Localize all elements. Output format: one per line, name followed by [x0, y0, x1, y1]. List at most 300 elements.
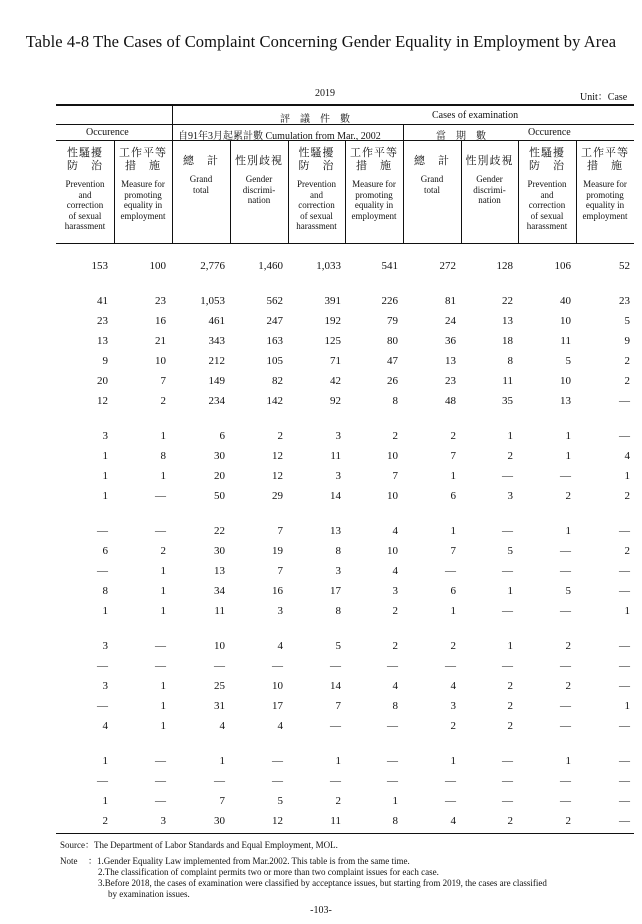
table-cell: 2: [624, 375, 630, 387]
table-cell: —: [97, 775, 108, 787]
note-label: Note: [60, 856, 78, 866]
table-cell: 149: [208, 375, 225, 387]
table-cell: 50: [214, 490, 225, 502]
table-cell: 153: [91, 260, 108, 272]
table-cell: 10: [214, 640, 225, 652]
table-cell: 16: [272, 585, 283, 597]
table-cell: 192: [324, 315, 341, 327]
table-cell: 1: [624, 470, 630, 482]
table-cell: 2: [450, 640, 456, 652]
table-cell: 125: [324, 335, 341, 347]
table-cell: 1,053: [200, 295, 225, 307]
table-cell: 11: [330, 815, 341, 827]
table-cell: 36: [445, 335, 456, 347]
table-cell: —: [560, 660, 571, 672]
column-header-8: [461, 147, 518, 206]
table-cell: 9: [624, 335, 630, 347]
column-header-2: [114, 147, 172, 221]
table-cell: 7: [277, 525, 283, 537]
table-cell: —: [155, 755, 166, 767]
table-cell: 23: [619, 295, 630, 307]
table-cell: 1: [160, 700, 166, 712]
table-cell: —: [155, 525, 166, 537]
table-cell: 34: [214, 585, 225, 597]
table-cell: 4: [624, 450, 630, 462]
table-cell: —: [272, 775, 283, 787]
table-cell: 71: [330, 355, 341, 367]
table-cell: 13: [97, 335, 108, 347]
column-header-zh: 性騷擾 防 治: [67, 147, 103, 172]
table-cell: —: [387, 720, 398, 732]
source-note: Source：The Department of Labor Standards and Equal Employment, MOL.: [60, 840, 338, 850]
current-header-zh: 當 期 數: [436, 131, 486, 142]
table-cell: —: [330, 775, 341, 787]
column-header-9: [518, 147, 576, 232]
table-cell: 26: [387, 375, 398, 387]
table-cell: 2: [102, 815, 108, 827]
table-cell: —: [619, 640, 630, 652]
table-cell: —: [272, 755, 283, 767]
table-cell: 1: [450, 470, 456, 482]
table-cell: 22: [502, 295, 513, 307]
table-cell: 4: [392, 565, 398, 577]
table-cell: 234: [208, 395, 225, 407]
table-cell: 247: [266, 315, 283, 327]
column-header-10: [576, 147, 634, 221]
table-cell: 18: [502, 335, 513, 347]
table-cell: —: [387, 660, 398, 672]
table-cell: 3: [277, 605, 283, 617]
table-cell: 12: [272, 470, 283, 482]
table-cell: 6: [450, 585, 456, 597]
table-cell: 2: [392, 430, 398, 442]
table-cell: 2: [565, 640, 571, 652]
table-cell: 391: [324, 295, 341, 307]
table-cell: —: [387, 775, 398, 787]
table-cell: —: [619, 565, 630, 577]
table-cell: 226: [381, 295, 398, 307]
table-cell: —: [502, 605, 513, 617]
table-cell: —: [445, 660, 456, 672]
table-cell: 4: [392, 525, 398, 537]
table-cell: —: [155, 490, 166, 502]
table-cell: 48: [445, 395, 456, 407]
note-2: 2.The classification of complaint permits two or more than two complaint issues for each case.: [98, 867, 439, 877]
column-header-en: Grand total: [189, 174, 213, 195]
table-cell: —: [97, 700, 108, 712]
table-cell: 3: [335, 470, 341, 482]
table-cell: —: [619, 795, 630, 807]
table-top-rule: [56, 104, 634, 106]
table-cell: 8: [392, 395, 398, 407]
table-cell: 35: [502, 395, 513, 407]
table-cell: —: [502, 565, 513, 577]
table-cell: 2: [565, 815, 571, 827]
table-cell: 10: [155, 355, 166, 367]
table-cell: —: [214, 775, 225, 787]
table-cell: —: [560, 470, 571, 482]
table-cell: 4: [450, 815, 456, 827]
table-cell: 19: [272, 545, 283, 557]
table-cell: 92: [330, 395, 341, 407]
table-title: Table 4-8 The Cases of Complaint Concerning Gender Equality in Employment by Area: [25, 32, 617, 51]
note-1: ：1.Gender Equality Law implemented from Mar.2002. This table is from the same time.: [88, 856, 410, 866]
table-cell: 8: [335, 605, 341, 617]
table-cell: 1: [102, 470, 108, 482]
table-cell: 1: [335, 755, 341, 767]
table-cell: 1: [102, 490, 108, 502]
table-cell: —: [97, 660, 108, 672]
table-cell: 13: [214, 565, 225, 577]
table-cell: 2: [160, 545, 166, 557]
table-cell: 30: [214, 450, 225, 462]
table-cell: 1: [624, 700, 630, 712]
occurrence-header: Occurence: [86, 127, 129, 138]
table-cell: 7: [277, 565, 283, 577]
column-header-zh: 性騷擾 防 治: [298, 147, 335, 172]
table-cell: 10: [560, 375, 571, 387]
table-cell: 7: [160, 375, 166, 387]
current-header-en: Occurence: [528, 127, 571, 138]
table-cell: 5: [565, 355, 571, 367]
table-cell: 1: [450, 525, 456, 537]
table-cell: —: [97, 525, 108, 537]
column-header-1: [56, 147, 114, 232]
table-cell: 6: [450, 490, 456, 502]
table-cell: 3: [102, 430, 108, 442]
table-cell: 81: [445, 295, 456, 307]
table-cell: —: [330, 720, 341, 732]
table-cell: 31: [214, 700, 225, 712]
table-cell: —: [97, 565, 108, 577]
table-cell: —: [619, 775, 630, 787]
table-cell: —: [560, 720, 571, 732]
table-cell: 16: [155, 315, 166, 327]
table-cell: 12: [97, 395, 108, 407]
table-cell: 11: [560, 335, 571, 347]
table-cell: 1: [160, 680, 166, 692]
table-cell: 1: [102, 450, 108, 462]
table-cell: —: [619, 525, 630, 537]
column-header-en: Measure for promoting equality in employment: [120, 179, 166, 221]
table-cell: 1: [160, 585, 166, 597]
table-cell: 12: [272, 815, 283, 827]
table-cell: 3: [392, 585, 398, 597]
table-cell: 23: [445, 375, 456, 387]
table-cell: —: [560, 605, 571, 617]
table-cell: 1: [565, 525, 571, 537]
table-cell: 5: [335, 640, 341, 652]
table-cell: —: [155, 640, 166, 652]
table-cell: —: [619, 680, 630, 692]
table-cell: 2: [160, 395, 166, 407]
table-cell: 2: [624, 490, 630, 502]
column-header-zh: 性別歧視: [465, 155, 514, 167]
table-cell: 2: [565, 490, 571, 502]
table-cell: —: [155, 775, 166, 787]
table-cell: 142: [266, 395, 283, 407]
table-cell: 105: [266, 355, 283, 367]
table-cell: 1: [102, 755, 108, 767]
table-cell: 2: [507, 450, 513, 462]
table-cell: 1: [507, 585, 513, 597]
table-cell: 10: [560, 315, 571, 327]
table-cell: 21: [155, 335, 166, 347]
table-cell: 80: [387, 335, 398, 347]
table-cell: 40: [560, 295, 571, 307]
column-header-6: [345, 147, 403, 221]
table-cell: 8: [392, 700, 398, 712]
table-cell: 1: [507, 430, 513, 442]
table-cell: 3: [102, 680, 108, 692]
table-cell: 6: [102, 545, 108, 557]
table-cell: 17: [272, 700, 283, 712]
table-cell: —: [330, 660, 341, 672]
table-cell: 3: [335, 430, 341, 442]
table-cell: 7: [219, 795, 225, 807]
table-cell: —: [560, 795, 571, 807]
table-cell: 2: [624, 355, 630, 367]
table-cell: 2: [507, 680, 513, 692]
table-cell: 1,460: [258, 260, 283, 272]
table-cell: 1: [565, 450, 571, 462]
table-cell: —: [445, 775, 456, 787]
table-cell: 1: [219, 755, 225, 767]
table-cell: 29: [272, 490, 283, 502]
table-cell: —: [619, 660, 630, 672]
table-cell: —: [619, 815, 630, 827]
table-cell: 14: [330, 680, 341, 692]
column-header-zh: 總 計: [183, 155, 219, 167]
table-cell: 1: [507, 640, 513, 652]
note-3: 3.Before 2018, the cases of examination were classified by acceptance issues, but starting from 2019, the cases are classified: [98, 878, 547, 888]
column-header-en: Grand total: [420, 174, 444, 195]
column-header-zh: 工作平等 措 施: [350, 147, 398, 172]
table-cell: —: [560, 565, 571, 577]
table-cell: 2: [335, 795, 341, 807]
table-cell: —: [502, 755, 513, 767]
table-cell: 2,776: [200, 260, 225, 272]
review-header-en: Cases of examination: [432, 110, 519, 121]
column-header-en: Gender discrimi- nation: [242, 174, 276, 205]
table-cell: 128: [496, 260, 513, 272]
column-header-7: [403, 147, 461, 195]
table-cell: —: [387, 755, 398, 767]
table-cell: 1: [565, 755, 571, 767]
table-cell: 30: [214, 545, 225, 557]
table-cell: 8: [160, 450, 166, 462]
column-header-en: Prevention and correction of sexual harassment: [296, 179, 337, 231]
table-cell: 3: [335, 565, 341, 577]
table-cell: 22: [214, 525, 225, 537]
table-cell: 2: [450, 430, 456, 442]
table-cell: —: [619, 720, 630, 732]
table-cell: 4: [219, 720, 225, 732]
table-cell: —: [502, 775, 513, 787]
column-header-zh: 總 計: [414, 155, 450, 167]
table-cell: 20: [97, 375, 108, 387]
table-cell: 20: [214, 470, 225, 482]
table-cell: —: [619, 430, 630, 442]
table-cell: 42: [330, 375, 341, 387]
year-label: 2019: [315, 88, 335, 99]
column-header-zh: 工作平等 措 施: [581, 147, 629, 172]
table-cell: —: [502, 470, 513, 482]
table-cell: —: [272, 660, 283, 672]
note-3-cont: by examination issues.: [108, 889, 190, 899]
table-cell: 8: [507, 355, 513, 367]
column-header-4: [230, 147, 288, 206]
table-cell: 4: [102, 720, 108, 732]
table-cell: 10: [387, 490, 398, 502]
table-cell: —: [502, 795, 513, 807]
column-header-5: [288, 147, 345, 232]
table-cell: 30: [214, 815, 225, 827]
review-header-zh: 評 議 件 數: [280, 114, 350, 125]
table-cell: 343: [208, 335, 225, 347]
table-cell: 562: [266, 295, 283, 307]
table-bottom-rule: [56, 833, 634, 834]
column-header-zh: 工作平等 措 施: [119, 147, 167, 172]
table-cell: 100: [149, 260, 166, 272]
table-cell: 1,033: [316, 260, 341, 272]
table-cell: 8: [392, 815, 398, 827]
table-cell: 8: [102, 585, 108, 597]
table-cell: 11: [214, 605, 225, 617]
table-cell: —: [445, 795, 456, 807]
table-cell: 4: [277, 640, 283, 652]
table-cell: 1: [392, 795, 398, 807]
table-cell: —: [502, 660, 513, 672]
table-cell: 79: [387, 315, 398, 327]
table-cell: 41: [97, 295, 108, 307]
table-cell: 3: [450, 700, 456, 712]
header-bottom-rule: [56, 243, 634, 244]
table-cell: 3: [102, 640, 108, 652]
table-cell: 1: [160, 565, 166, 577]
table-cell: 12: [272, 450, 283, 462]
table-cell: 10: [272, 680, 283, 692]
table-cell: 272: [439, 260, 456, 272]
table-cell: —: [560, 545, 571, 557]
table-cell: 2: [392, 605, 398, 617]
header-rule-1b: [56, 124, 172, 125]
table-cell: 25: [214, 680, 225, 692]
table-cell: 2: [624, 545, 630, 557]
table-cell: 2: [392, 640, 398, 652]
table-cell: 13: [560, 395, 571, 407]
table-cell: 5: [277, 795, 283, 807]
column-header-3: [172, 147, 230, 195]
table-cell: —: [445, 565, 456, 577]
column-header-en: Measure for promoting equality in employment: [351, 179, 397, 221]
column-header-zh: 性騷擾 防 治: [529, 147, 565, 172]
table-cell: 2: [507, 720, 513, 732]
table-cell: 7: [335, 700, 341, 712]
table-cell: 13: [445, 355, 456, 367]
table-cell: 2: [507, 815, 513, 827]
table-cell: 106: [554, 260, 571, 272]
table-cell: 13: [502, 315, 513, 327]
table-cell: 1: [160, 430, 166, 442]
table-cell: 163: [266, 335, 283, 347]
table-cell: 4: [392, 680, 398, 692]
table-cell: 6: [219, 430, 225, 442]
table-cell: 2: [507, 700, 513, 712]
table-cell: —: [619, 585, 630, 597]
table-cell: 10: [387, 450, 398, 462]
table-cell: 7: [450, 450, 456, 462]
table-cell: 9: [102, 355, 108, 367]
table-cell: 17: [330, 585, 341, 597]
table-cell: 7: [392, 470, 398, 482]
table-cell: 2: [450, 720, 456, 732]
table-cell: 4: [450, 680, 456, 692]
table-cell: —: [619, 395, 630, 407]
table-cell: —: [560, 775, 571, 787]
table-cell: 47: [387, 355, 398, 367]
table-cell: 52: [619, 260, 630, 272]
unit-label: Unit：Case: [580, 92, 628, 103]
table-cell: 4: [277, 720, 283, 732]
table-cell: —: [155, 660, 166, 672]
table-cell: 1: [565, 430, 571, 442]
table-cell: 11: [502, 375, 513, 387]
table-cell: 5: [507, 545, 513, 557]
table-cell: 1: [160, 605, 166, 617]
table-cell: 11: [330, 450, 341, 462]
table-cell: 212: [208, 355, 225, 367]
table-cell: 13: [330, 525, 341, 537]
table-cell: 5: [565, 585, 571, 597]
table-cell: —: [502, 525, 513, 537]
page-number: -103-: [310, 905, 332, 916]
table-cell: 1: [160, 720, 166, 732]
table-cell: —: [560, 700, 571, 712]
table-cell: —: [155, 795, 166, 807]
table-cell: 7: [450, 545, 456, 557]
table-cell: 1: [160, 470, 166, 482]
table-cell: 2: [277, 430, 283, 442]
cumulation-header: 自91年3月起累計數 Cumulation from Mar., 2002: [178, 131, 381, 142]
table-cell: 1: [624, 605, 630, 617]
table-cell: 1: [450, 605, 456, 617]
column-header-en: Gender discrimi- nation: [473, 174, 506, 205]
table-cell: 3: [160, 815, 166, 827]
table-cell: —: [619, 755, 630, 767]
table-cell: 461: [208, 315, 225, 327]
column-header-zh: 性別歧視: [235, 155, 283, 167]
table-cell: 10: [387, 545, 398, 557]
table-cell: 2: [565, 680, 571, 692]
column-header-en: Measure for promoting equality in employment: [582, 179, 628, 221]
column-header-en: Prevention and correction of sexual harassment: [526, 179, 568, 231]
table-cell: 3: [507, 490, 513, 502]
table-cell: 23: [155, 295, 166, 307]
table-cell: 82: [272, 375, 283, 387]
table-cell: 23: [97, 315, 108, 327]
column-header-en: Prevention and correction of sexual harassment: [64, 179, 106, 231]
table-cell: 541: [381, 260, 398, 272]
table-cell: 24: [445, 315, 456, 327]
table-cell: 8: [335, 545, 341, 557]
table-cell: 1: [450, 755, 456, 767]
table-cell: 5: [624, 315, 630, 327]
table-cell: 1: [102, 795, 108, 807]
table-cell: 14: [330, 490, 341, 502]
table-cell: 1: [102, 605, 108, 617]
table-cell: —: [214, 660, 225, 672]
